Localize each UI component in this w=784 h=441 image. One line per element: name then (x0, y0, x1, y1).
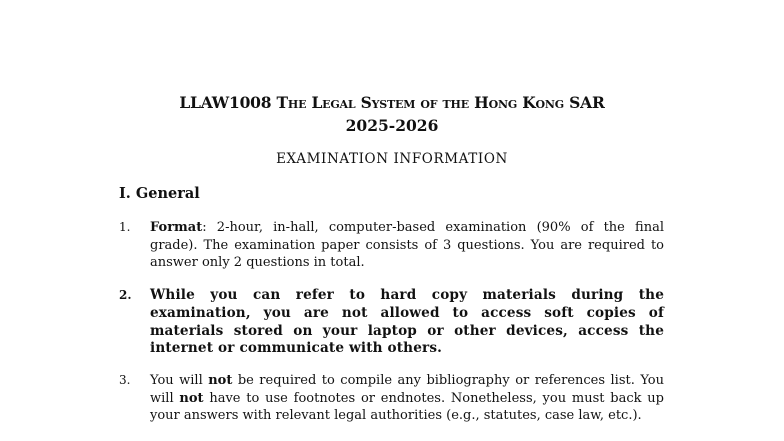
list-item-number: 2. (119, 288, 132, 302)
title-word-legal-rest: egal (322, 93, 361, 112)
title-word-hong-initial: H (474, 93, 489, 112)
document-title (0, 93, 784, 113)
academic-year: 2025-2026 (345, 116, 439, 135)
section-heading-general: I. General (119, 185, 200, 202)
list-item-text (150, 219, 664, 272)
title-word-the-rest: he (287, 93, 312, 112)
list-item-1 (119, 219, 665, 273)
emphasis-not: not (208, 373, 233, 388)
list-item-text (150, 372, 664, 425)
text-segment: be required to compile any bibliography or references list. You will (150, 373, 664, 406)
title-word-kong-initial: K (522, 93, 536, 112)
title-word-legal-initial: L (311, 93, 323, 112)
title-word-system-initial: S (360, 93, 372, 112)
title-word-sar: SAR (569, 93, 605, 112)
emphasis-not: not (179, 390, 204, 406)
list-item-number: 3. (119, 373, 131, 387)
list-item-3 (119, 372, 665, 428)
list-item-text: While you can refer to hard copy materials during the examination, you are not allowed to access soft copies of materials stored on your laptop or other devices, access the internet or communicate with others. (150, 287, 664, 357)
list-item-number: 1. (119, 220, 131, 234)
text-segment: You will (150, 373, 209, 388)
title-word-the-initial: T (276, 93, 288, 112)
title-word-kong-rest: ong (535, 93, 570, 112)
list-item-2 (119, 287, 665, 359)
course-code: LLAW1008 (179, 93, 272, 112)
format-description: : 2-hour, in-hall, computer-based examination (90% of the final grade). The examination paper consists of 3 questions. You are required to answer only 2 questions in total. (150, 220, 664, 270)
title-word-system-rest: ystem of the (371, 93, 475, 112)
title-word-hong-rest: ong (488, 93, 523, 112)
document-heading: EXAMINATION INFORMATION (276, 151, 508, 167)
text-segment: have to use footnotes or endnotes. Nonetheless, you must back up your answers with relevant legal authorities (e.g., statutes, case law, etc.). (150, 390, 665, 423)
format-label: Format (150, 220, 203, 235)
